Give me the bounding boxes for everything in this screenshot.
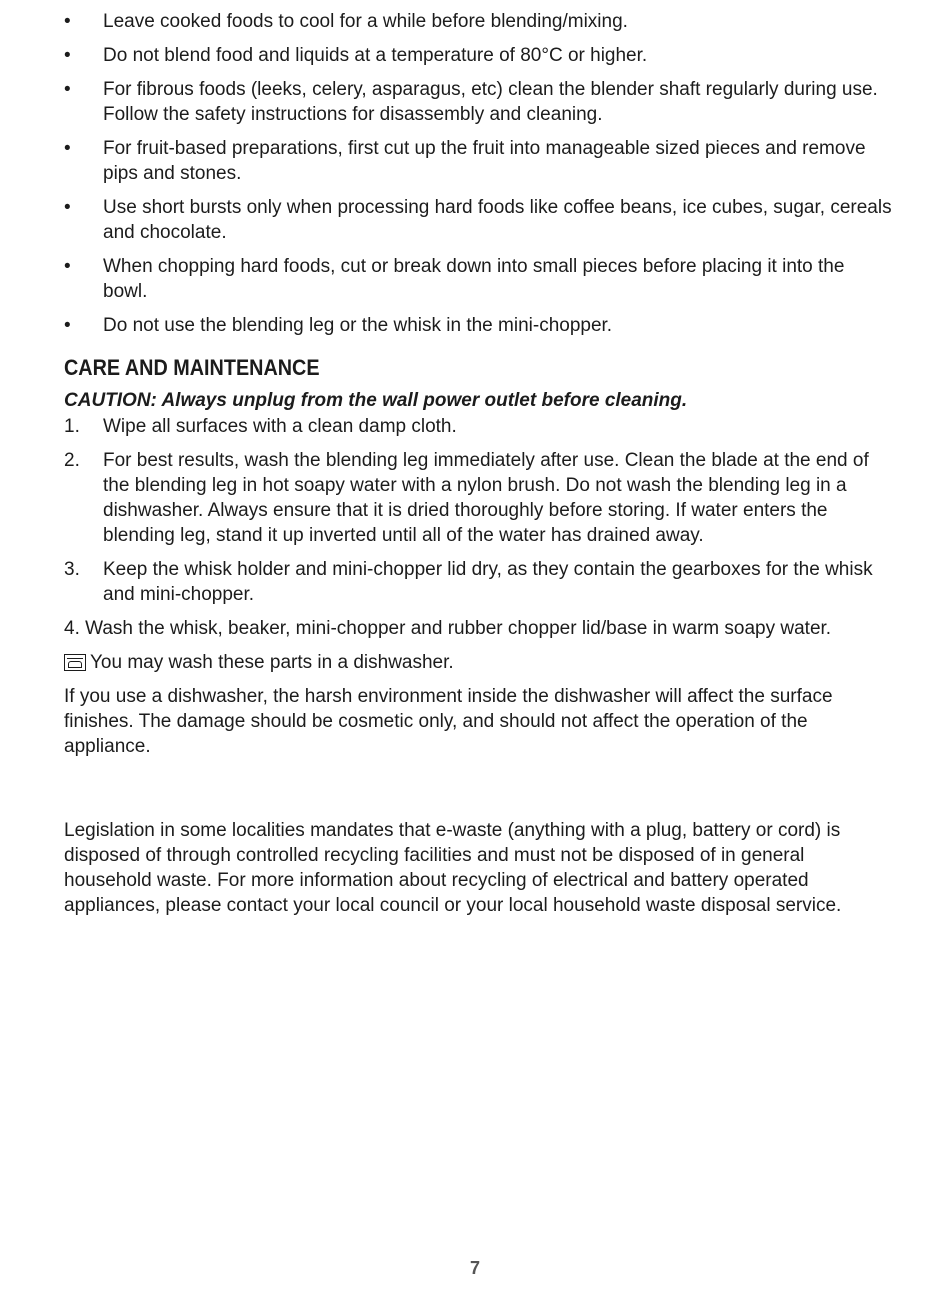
bullet-text: For fruit-based preparations, first cut up the fruit into manageable sized pieces and remove pips and stones.: [103, 138, 866, 184]
step-number: 2.: [64, 450, 80, 471]
bullet-mark: •: [64, 197, 71, 218]
step-text: Wipe all surfaces with a clean damp cloth.: [103, 416, 457, 437]
bullet-text: Do not use the blending leg or the whisk in the mini-chopper.: [103, 315, 613, 336]
step-item: [64, 414, 894, 439]
manual-page: [64, 9, 894, 927]
step-item: [64, 448, 894, 548]
bullet-item: [64, 9, 894, 34]
dishwasher-warning: If you use a dishwasher, the harsh environment inside the dishwasher will affect the surface finishes. The damage should be cosmetic only, and should not affect the operation of the appliance.: [64, 686, 833, 757]
step-number: 3.: [64, 559, 80, 580]
bullet-item: [64, 195, 894, 245]
step-item: [64, 557, 894, 607]
dishwasher-icon: [64, 654, 86, 671]
bullet-item: [64, 77, 894, 127]
bullet-mark: •: [64, 256, 71, 277]
bullet-text: For fibrous foods (leeks, celery, asparagus, etc) clean the blender shaft regularly during use. Follow the safety instructions for disassembly and cleaning.: [103, 79, 878, 125]
bullet-text: When chopping hard foods, cut or break down into small pieces before placing it into the bowl.: [103, 256, 845, 302]
care-maintenance-heading: CARE AND MAINTENANCE: [64, 355, 320, 380]
legislation-paragraph: Legislation in some localities mandates that e-waste (anything with a plug, battery or cord) is disposed of through controlled recycling facilities and must not be disposed of in general household waste. For more information about recycling of electrical and battery operated appliances, please contact your local council or your local household waste disposal service.: [64, 820, 842, 916]
safety-bullet-list: [64, 9, 894, 338]
step-4: 4. Wash the whisk, beaker, mini-chopper and rubber chopper lid/base in warm soapy water.: [64, 618, 832, 639]
step-text: For best results, wash the blending leg immediately after use. Clean the blade at the end of the blending leg in hot soapy water with a nylon brush. Do not wash the blending leg in a dishwasher. Always ensure that it is dried thoroughly before storing. If water enters the blending leg, stand it up inverted until all of the water has drained away.: [103, 450, 869, 546]
cleaning-steps: [64, 414, 894, 607]
bullet-text: Use short bursts only when processing hard foods like coffee beans, ice cubes, sugar, cereals and chocolate.: [103, 197, 892, 243]
step-number: 1.: [64, 416, 80, 437]
bullet-mark: •: [64, 45, 71, 66]
dishwasher-note-line: [64, 650, 894, 675]
bullet-text: Do not blend food and liquids at a temperature of 80°C or higher.: [103, 45, 648, 66]
bullet-item: [64, 136, 894, 186]
bullet-item: [64, 254, 894, 304]
bullet-item: [64, 313, 894, 338]
page-number: 7: [469, 1258, 480, 1278]
bullet-mark: •: [64, 11, 71, 32]
dishwasher-note: You may wash these parts in a dishwasher.: [90, 652, 454, 673]
caution-note: CAUTION: Always unplug from the wall power outlet before cleaning.: [64, 390, 688, 411]
bullet-text: Leave cooked foods to cool for a while before blending/mixing.: [103, 11, 628, 32]
step-text: Keep the whisk holder and mini-chopper lid dry, as they contain the gearboxes for the whisk and mini-chopper.: [103, 559, 873, 605]
bullet-mark: •: [64, 315, 71, 336]
bullet-mark: •: [64, 138, 71, 159]
bullet-mark: •: [64, 79, 71, 100]
bullet-item: [64, 43, 894, 68]
